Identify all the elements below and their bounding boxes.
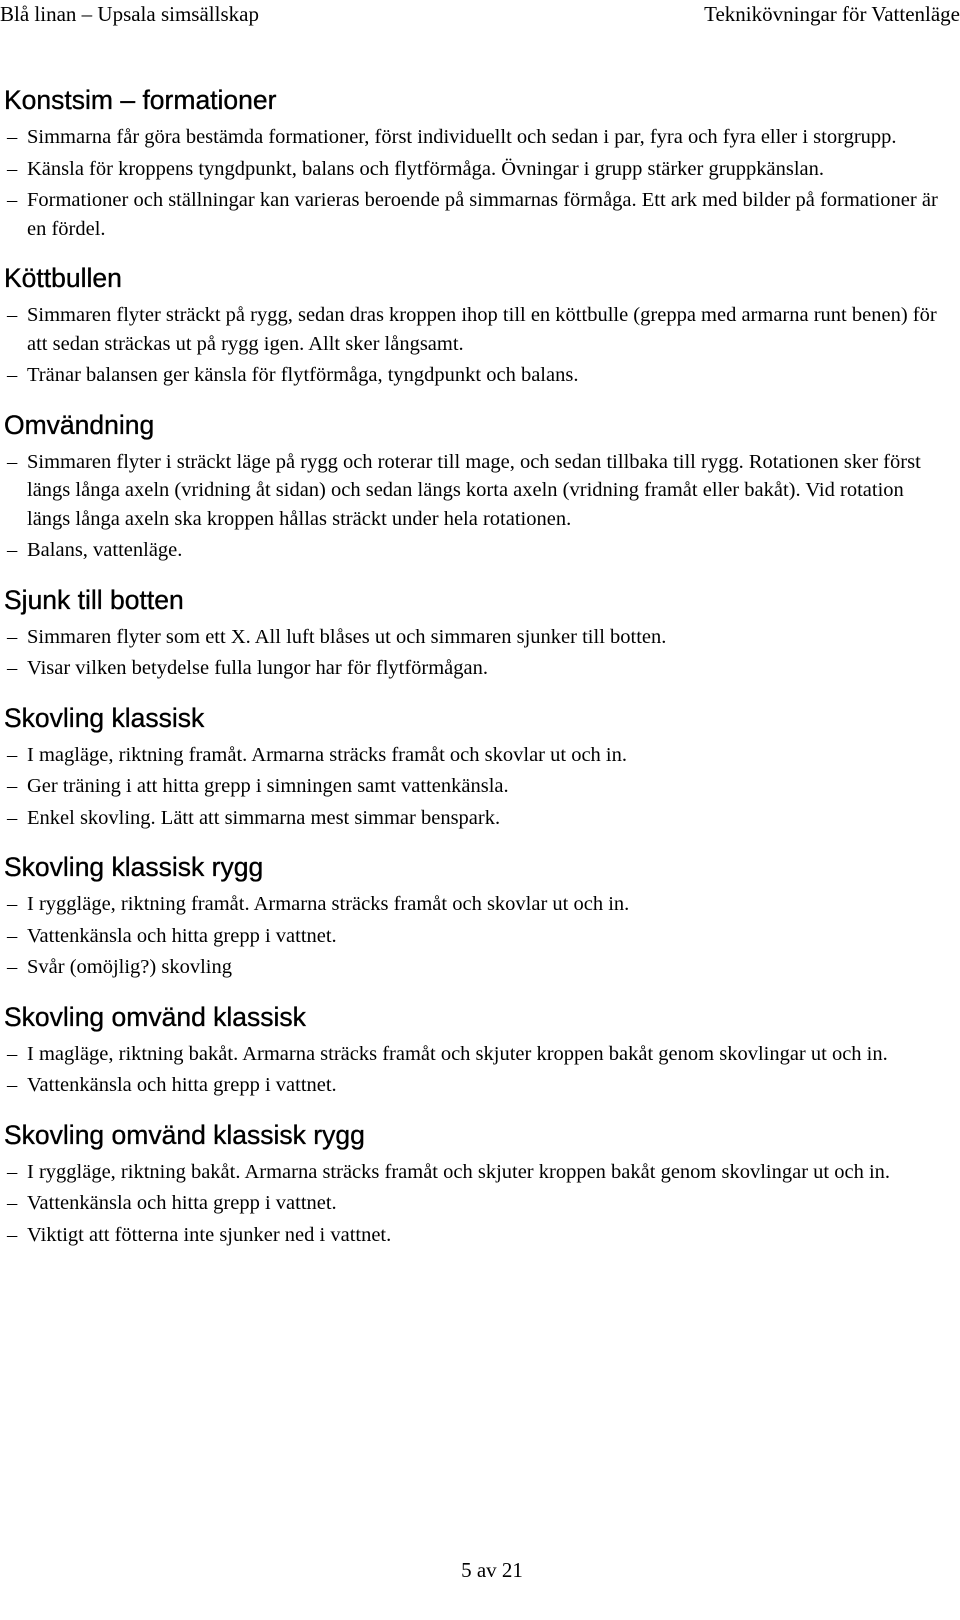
- list-item: [4, 123, 944, 152]
- list-item: [4, 361, 944, 390]
- list-item: [4, 536, 944, 565]
- bullet-list: [4, 123, 944, 243]
- dash-bullet: –: [7, 924, 18, 947]
- section-heading: Köttbullen: [4, 263, 122, 293]
- list-item: [4, 804, 944, 833]
- exercise-section: [4, 850, 944, 982]
- dash-bullet: –: [7, 1160, 18, 1183]
- bullet-list: [4, 1040, 944, 1100]
- exercise-section: [4, 408, 944, 565]
- list-item-text: Balans, vattenläge.: [27, 539, 183, 561]
- dash-bullet: –: [7, 1223, 18, 1246]
- document-content: [4, 83, 944, 1252]
- dash-bullet: –: [7, 304, 18, 326]
- header-right-title: Teknikövningar för Vattenläge: [704, 2, 960, 26]
- list-item-text: Enkel skovling. Lätt att simmarna mest simmar benspark.: [27, 806, 501, 829]
- list-item: [4, 890, 944, 919]
- bullet-list: [4, 623, 944, 683]
- bullet-list: [4, 301, 944, 390]
- list-item-text: Formationer och ställningar kan varieras beroende på simmarnas förmåga. Ett ark med bilder på formationer är en fördel.: [27, 189, 938, 240]
- list-item-text: Simmaren flyter sträckt på rygg, sedan dras kroppen ihop till en köttbulle (greppa med armarna runt benen) för att sedan sträckas ut på rygg igen. Allt sker långsamt.: [27, 304, 937, 355]
- list-item: [4, 1071, 944, 1100]
- list-item: [4, 448, 944, 534]
- dash-bullet: –: [7, 1042, 18, 1065]
- dash-bullet: –: [7, 806, 18, 829]
- list-item-text: Visar vilken betydelse fulla lungor har för flytförmågan.: [27, 657, 489, 679]
- exercise-section: [4, 83, 944, 243]
- list-item: [4, 155, 944, 184]
- list-item-text: I ryggläge, riktning bakåt. Armarna sträcks framåt och skjuter kroppen bakåt genom skovlingar ut och in.: [27, 1160, 891, 1183]
- list-item: [4, 1189, 944, 1218]
- list-item: [4, 301, 944, 358]
- section-heading: Skovling klassisk rygg: [4, 852, 264, 882]
- dash-bullet: –: [7, 126, 18, 148]
- list-item: [4, 654, 944, 683]
- exercise-section: [4, 261, 944, 390]
- section-heading: Skovling omvänd klassisk rygg: [4, 1119, 365, 1150]
- list-item: [4, 953, 944, 982]
- list-item: [4, 1040, 944, 1069]
- list-item-text: Vattenkänsla och hitta grepp i vattnet.: [27, 924, 337, 947]
- list-item: [4, 772, 944, 801]
- bullet-list: [4, 741, 944, 833]
- list-item-text: Viktigt att fötterna inte sjunker ned i vattnet.: [27, 1223, 392, 1246]
- list-item-text: Tränar balansen ger känsla för flytförmåga, tyngdpunkt och balans.: [27, 364, 579, 386]
- list-item-text: Vattenkänsla och hitta grepp i vattnet.: [27, 1192, 337, 1214]
- section-heading: Skovling klassisk: [4, 702, 205, 733]
- list-item: [4, 1221, 944, 1250]
- list-item-text: I magläge, riktning framåt. Armarna sträcks framåt och skovlar ut och in.: [27, 743, 627, 766]
- header-left-title: Blå linan – Upsala simsällskap: [0, 2, 259, 26]
- dash-bullet: –: [7, 157, 18, 180]
- list-item: [4, 186, 944, 243]
- bullet-list: [4, 1158, 944, 1250]
- list-item-text: Simmaren flyter i sträckt läge på rygg och roterar till mage, och sedan tillbaka till rygg. Rotationen sker först längs långa axeln (vridning åt sidan) och sedan längs korta axeln (vridning framåt eller bakåt). Vid rotation längs långa axeln ska kroppen hållas sträckt under hela rotationen.: [27, 450, 921, 530]
- dash-bullet: –: [7, 775, 18, 797]
- dash-bullet: –: [7, 657, 18, 679]
- exercise-section: [4, 701, 944, 833]
- dash-bullet: –: [7, 539, 18, 561]
- bullet-list: [4, 890, 944, 982]
- list-item-text: Vattenkänsla och hitta grepp i vattnet.: [27, 1074, 337, 1096]
- dash-bullet: –: [7, 625, 18, 648]
- page-number: 5 av 21: [461, 1558, 523, 1582]
- section-heading: Skovling omvänd klassisk: [4, 1001, 306, 1032]
- list-item: [4, 922, 944, 951]
- dash-bullet: –: [7, 743, 18, 766]
- list-item-text: Ger träning i att hitta grepp i simningen samt vattenkänsla.: [27, 775, 509, 797]
- dash-bullet: –: [7, 956, 18, 978]
- dash-bullet: –: [7, 364, 18, 386]
- list-item-text: Känsla för kroppens tyngdpunkt, balans och flytförmåga. Övningar i grupp stärker gruppkänslan.: [27, 157, 825, 180]
- list-item: [4, 1158, 944, 1187]
- page-header: [0, 0, 960, 32]
- list-item-text: I magläge, riktning bakåt. Armarna sträcks framåt och skjuter kroppen bakåt genom skovlingar ut och in.: [27, 1042, 888, 1065]
- exercise-section: [4, 583, 944, 683]
- list-item: [4, 741, 944, 770]
- list-item-text: Simmaren flyter som ett X. All luft blåses ut och simmaren sjunker till botten.: [27, 625, 667, 648]
- section-heading: Konstsim – formationer: [4, 85, 277, 115]
- dash-bullet: –: [7, 189, 18, 211]
- list-item-text: Svår (omöjlig?) skovling: [27, 956, 232, 978]
- exercise-section: [4, 1000, 944, 1100]
- list-item-text: Simmarna får göra bestämda formationer, först individuellt och sedan i par, fyra och fyra eller i storgrupp.: [27, 126, 897, 148]
- bullet-list: [4, 448, 944, 565]
- list-item-text: I ryggläge, riktning framåt. Armarna sträcks framåt och skovlar ut och in.: [27, 893, 630, 915]
- section-heading: Sjunk till botten: [4, 584, 184, 615]
- exercise-section: [4, 1118, 944, 1250]
- dash-bullet: –: [7, 450, 18, 473]
- dash-bullet: –: [7, 893, 18, 915]
- section-heading: Omvändning: [4, 409, 155, 440]
- list-item: [4, 623, 944, 652]
- dash-bullet: –: [7, 1192, 18, 1214]
- dash-bullet: –: [7, 1074, 18, 1096]
